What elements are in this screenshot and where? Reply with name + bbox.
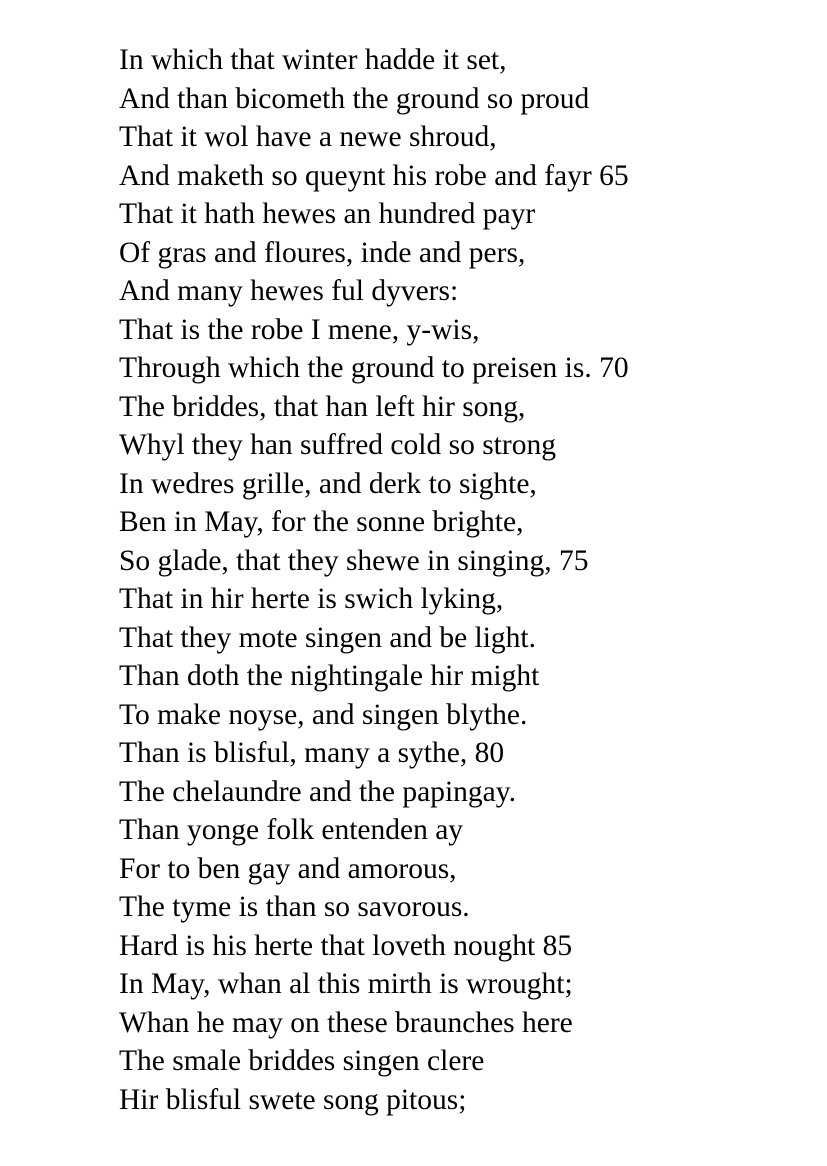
poem-line-15: That in hir herte is swich lyking, xyxy=(119,583,504,615)
poem-line-22: For to ben gay and amorous, xyxy=(119,852,457,885)
poem-text-block xyxy=(119,41,629,1119)
poem-line-5: That it hath hewes an hundred payr xyxy=(119,198,536,230)
poem-line-19: Than is blisful, many a sythe, 80 xyxy=(119,737,505,769)
poem-line-25: In May, whan al this mirth is wrought; xyxy=(119,968,573,1000)
poem-line-23: The tyme is than so savorous. xyxy=(119,891,470,923)
poem-line-18: To make noyse, and singen blythe. xyxy=(119,698,528,731)
poem-line-28: Hir blisful swete song pitous; xyxy=(119,1083,467,1116)
poem-line-26: Whan he may on these braunches here xyxy=(119,1006,573,1039)
poem-line-21: Than yonge folk entenden ay xyxy=(119,814,464,846)
poem-line-8: That is the robe I mene, y-wis, xyxy=(119,313,480,346)
poem-line-7: And many hewes ful dyvers: xyxy=(119,275,459,307)
poem-line-1: In which that winter hadde it set, xyxy=(119,44,507,76)
poem-line-16: That they mote singen and be light. xyxy=(119,621,537,654)
poem-line-17: Than doth the nightingale hir might xyxy=(119,660,540,692)
poem-line-13: Ben in May, for the sonne brighte, xyxy=(119,506,524,538)
poem-line-24: Hard is his herte that loveth nought 85 xyxy=(119,929,573,962)
poem-line-14: So glade, that they shewe in singing, 75 xyxy=(119,544,589,577)
poem-line-4: And maketh so queynt his robe and fayr 65 xyxy=(119,159,629,192)
poem-line-3: That it wol have a newe shroud, xyxy=(119,121,497,153)
poem-line-2: And than bicometh the ground so proud xyxy=(119,82,590,115)
poem-line-9: Through which the ground to preisen is. 70 xyxy=(119,352,629,384)
poem-line-27: The smale briddes singen clere xyxy=(119,1045,485,1077)
poem-line-6: Of gras and floures, inde and pers, xyxy=(119,236,526,269)
poem-line-12: In wedres grille, and derk to sighte, xyxy=(119,467,537,500)
poem-line-20: The chelaundre and the papingay. xyxy=(119,775,516,808)
poem-line-11: Whyl they han suffred cold so strong xyxy=(119,429,556,461)
poem-line-10: The briddes, that han left hir song, xyxy=(119,390,526,423)
